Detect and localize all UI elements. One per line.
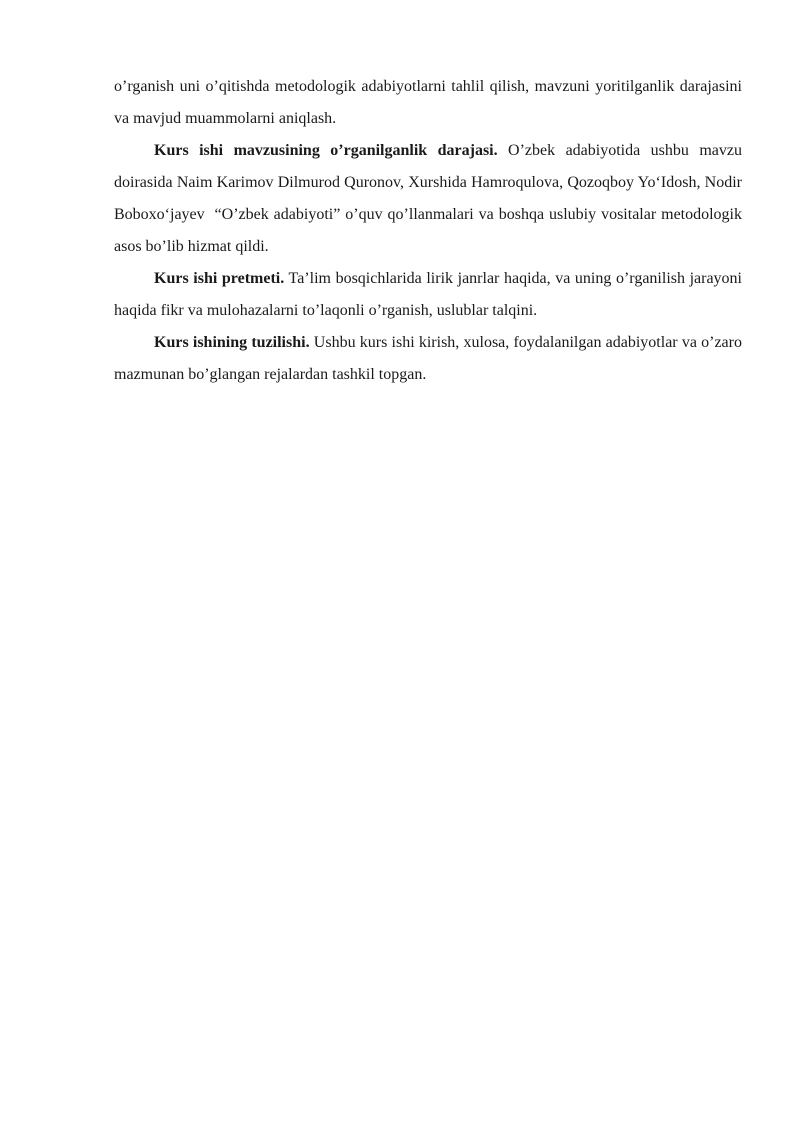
paragraph-text: Ta’lim bosqichlarida lirik janrlar haqida, va uning o’rganilish jarayoni haqida fikr va mulohazalarni to’laqonli o’rganish, uslublar talqini. — [114, 270, 743, 319]
document-page — [114, 71, 742, 391]
paragraph-heading: Kurs ishi pretmeti. — [154, 270, 285, 287]
paragraph-study-level — [114, 135, 742, 263]
paragraph-intro-continuation — [114, 71, 742, 135]
paragraph-text: o’rganish uni o’qitishda metodologik adabiyotlarni tahlil qilish, mavzuni yoritilganlik darajasini va mavjud muammolarni aniqlash. — [114, 78, 742, 127]
paragraph-text: Ushbu kurs ishi kirish, xulosa, foydalanilgan adabiyotlar va o’zaro mazmunan bo’glangan rejalardan tashkil topgan. — [114, 334, 742, 383]
paragraph-heading: Kurs ishi mavzusining o’rganilganlik darajasi. — [154, 142, 498, 159]
paragraph-structure — [114, 327, 742, 391]
paragraph-subject — [114, 263, 742, 327]
paragraph-heading: Kurs ishining tuzilishi. — [154, 334, 310, 351]
paragraph-text: O’zbek adabiyotida ushbu mavzu doirasida Naim Karimov Dilmurod Quronov, Xurshida Hamroqulova, Qozoqboy Yo‘Idosh, Nodir Boboxo‘jayev “O’zbek adabiyoti” o’quv qo’llanmalari va boshqa uslubiy vositalar metodologik asos bo’lib hizmat qildi. — [114, 142, 742, 255]
